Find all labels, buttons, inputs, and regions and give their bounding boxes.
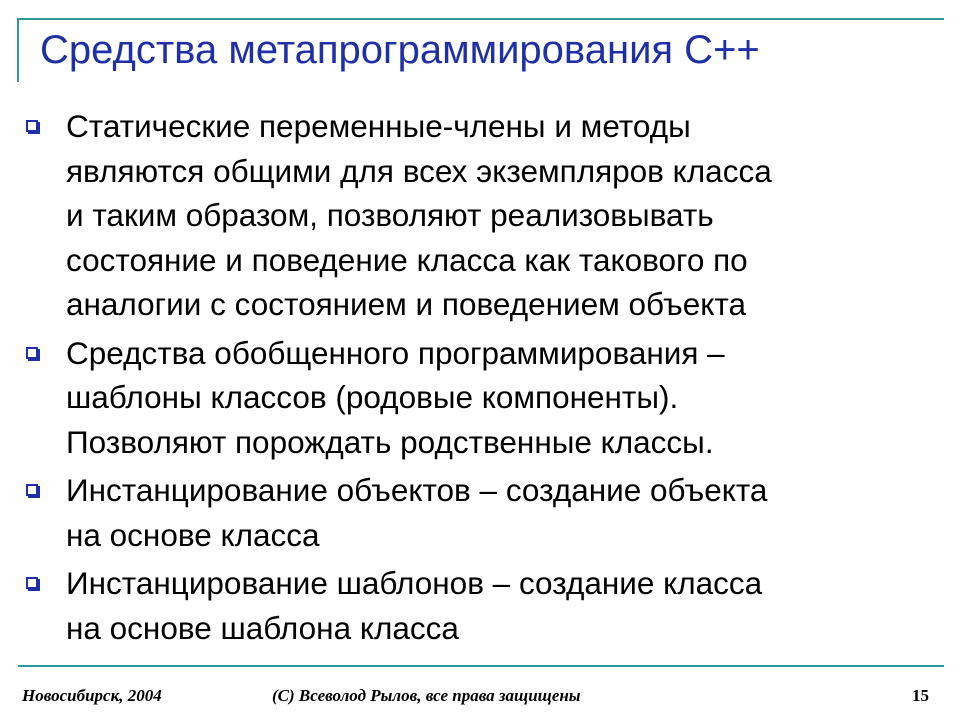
footer-location-year: Новосибирск, 2004: [22, 686, 162, 705]
page-number: 15: [912, 686, 929, 705]
square-bullet-icon: [26, 484, 38, 496]
bullet-item: [26, 331, 936, 465]
slide-title: Средства метапрограммирования C++: [40, 28, 760, 72]
bullet-item: [26, 561, 936, 650]
square-bullet-icon: [26, 120, 38, 132]
bullet-text: Средства обобщенного программирования – шаблоны классов (родовые компоненты). Позволяют порождать родственные классы.: [66, 334, 725, 460]
left-rule: [17, 18, 19, 82]
top-rule: [18, 18, 944, 20]
bullet-list: [26, 104, 936, 654]
bottom-rule: [18, 665, 944, 667]
bullet-text: Статические переменные-члены и методы являются общими для всех экземпляров класса и таким образом, позволяют реализовывать состояние и поведение класса как такового по аналогии с состоянием и поведением объекта: [66, 108, 772, 322]
bullet-text: Инстанцирование шаблонов – создание класса на основе шаблона класса: [66, 565, 763, 646]
square-bullet-icon: [26, 347, 38, 359]
bullet-item: [26, 468, 936, 557]
footer-copyright: (C) Всеволод Рылов, все права защищены: [272, 686, 581, 705]
square-bullet-icon: [26, 577, 38, 589]
bullet-text: Инстанцирование объектов – создание объекта на основе класса: [66, 472, 768, 553]
bullet-item: [26, 104, 936, 327]
